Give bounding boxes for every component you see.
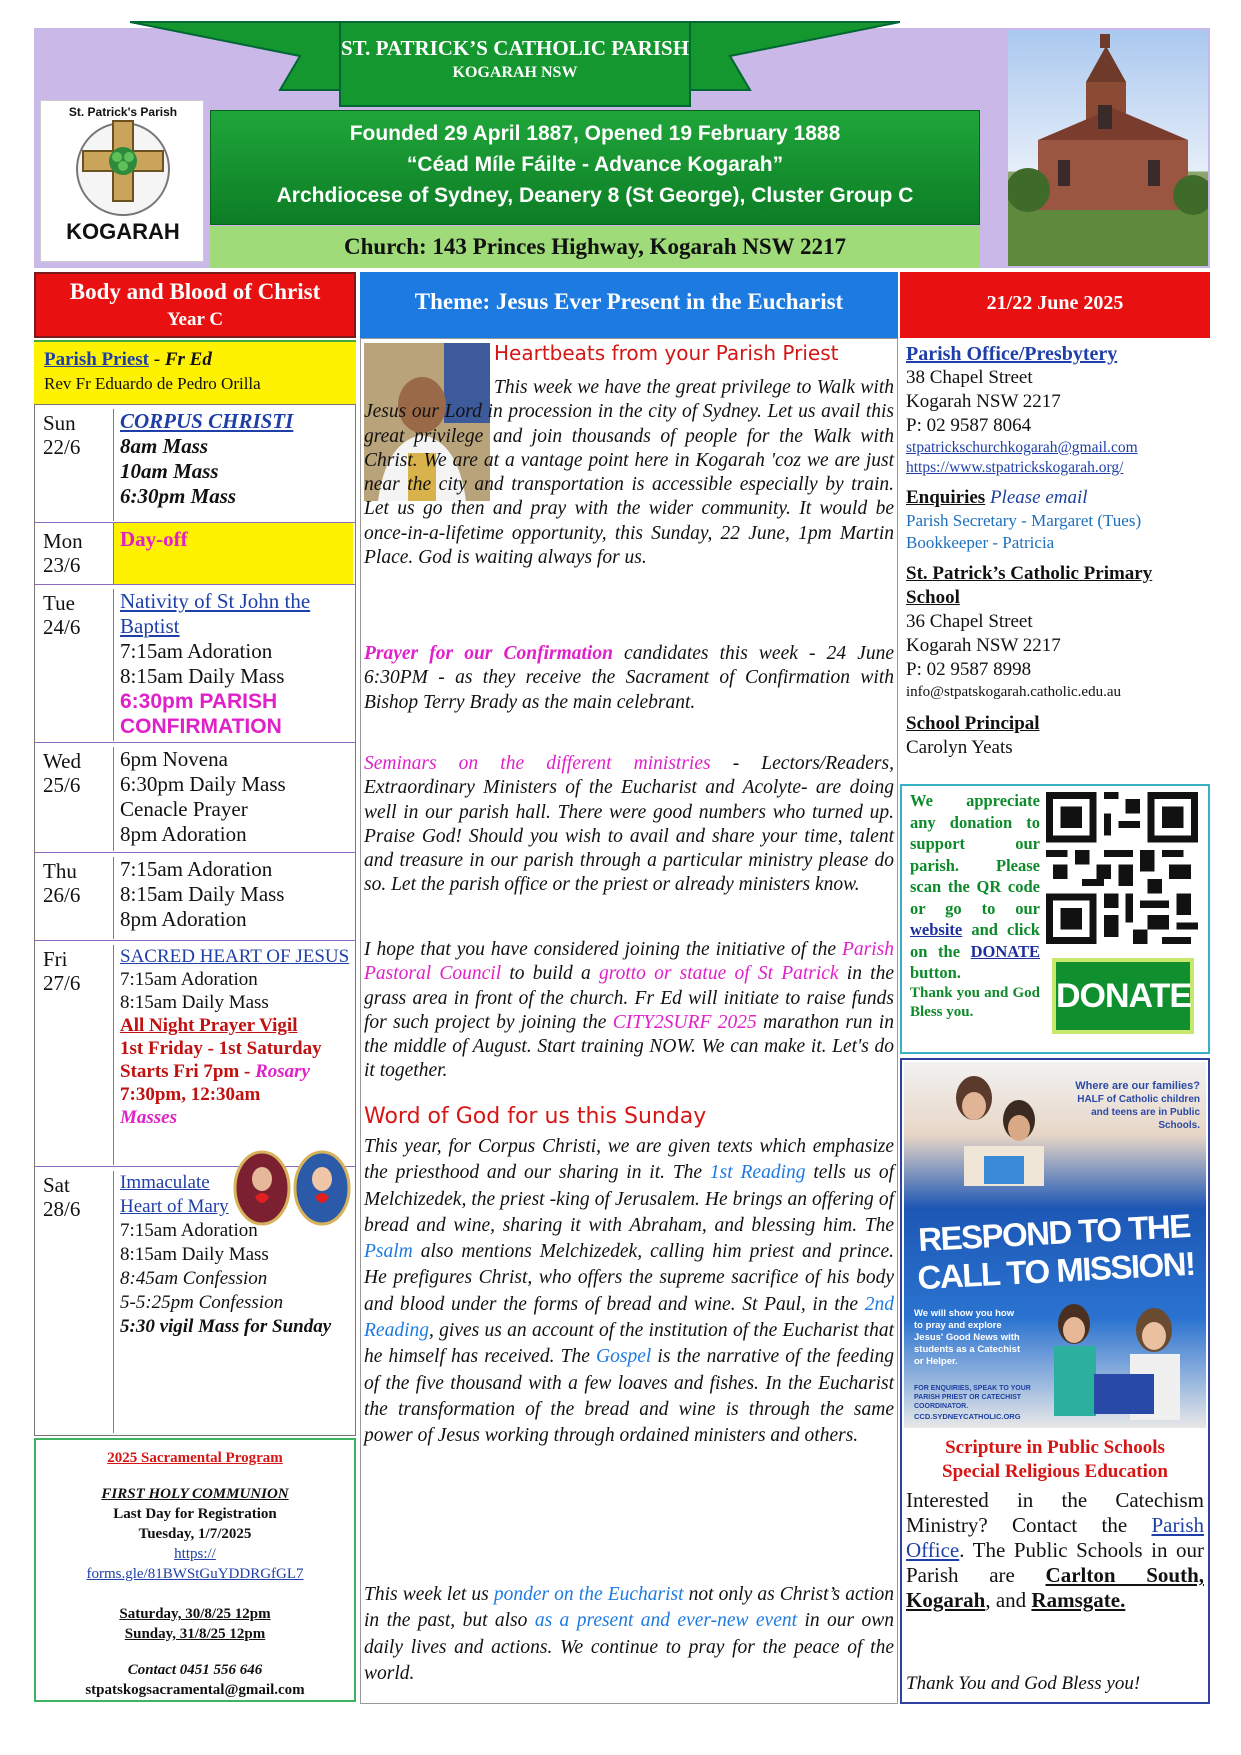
schedule-day-wed [35,743,355,853]
registration-label: Last Day for Registration [113,1506,277,1522]
schedule-line: 8:45am Confession [120,1268,268,1289]
ponder-text: not only as Christ’s action in the past, but also [364,1584,894,1632]
day-off: Day-off [120,527,188,551]
registration-link-2[interactable]: forms.gle/81BWStGuYDDRGfGL7 [86,1566,304,1582]
enquiries-title: Enquiries [906,487,986,508]
gospel-highlight: Gospel [596,1346,652,1368]
day-date: 28/6 [43,1197,81,1221]
donation-copy: We appreciate any donation to support our parish. Please scan the QR code or go to our [910,791,1040,918]
school-phone: P: 02 9587 8998 [906,659,1032,680]
qr-code-icon[interactable] [1046,792,1198,944]
donation-thanks: Thank you and God Bless you. [910,984,1040,1020]
wog-text: also mentions Melchizedek, calling him priest and prince. He prefigures Christ, who offers the supreme sacrifice of his body and blood under the forms of bread and wine. St Paul, in the [364,1241,894,1315]
office-address-2: Kogarah NSW 2217 [906,391,1061,412]
sre-parish-office-link[interactable]: Parish Office [906,1513,1204,1562]
ppc-highlight: Parish Pastoral Council [364,939,894,985]
office-website-link[interactable]: https://www.stpatrickskogarah.org/ [906,459,1124,476]
confirmation-text: candidates this week - 24 June 6:30PM - as they receive the Sacrament of Confirmation with Bishop Terry Brady as the main celebrant. [364,643,894,713]
school-ramsgate: Ramsgate. [1031,1588,1126,1612]
mass-time: 10am Mass [120,459,219,483]
registration-date: Tuesday, 1/7/2025 [138,1526,252,1542]
all-night-vigil: All Night Prayer Vigil [120,1015,298,1036]
day-date: 27/6 [43,971,81,995]
schedule-line: 8:15am Daily Mass [120,1244,269,1265]
vigil-mass-line: 5:30 vigil Mass for Sunday [120,1316,332,1337]
day-name: Mon [43,529,83,553]
wog-text: is the narrative of the feeding of the five thousand with a few loaves and fishes. In the Eucharist the transformation of the bread and wine is through the same power of Jesus working through ordained ministers and others. [364,1346,894,1447]
donation-donate-link[interactable]: DONATE [970,941,1040,961]
founded-line: Founded 29 April 1887, Opened 19 February 1888 [349,122,841,145]
poster-enquiries: FOR ENQUIRIES, SPEAK TO YOUR PARISH PRIEST OR CATECHIST COORDINATOR. [914,1385,1031,1410]
priest-full-name: Rev Fr Eduardo de Pedro Orilla [44,374,261,393]
schedule-line: 6pm Novena [120,747,228,771]
grotto-highlight: grotto or statue of St Patrick [598,963,839,985]
schedule-line: 7:15am Adoration [120,639,273,663]
school-email: info@stpatskogarah.catholic.edu.au [906,684,1121,700]
sre-paragraph [906,1488,1204,1613]
schedule-line: 7:15am Adoration [120,969,258,990]
donation-copy: and click on the [910,920,1040,961]
grotto-text: to build a [501,963,599,985]
church-address-bar: Church: 143 Princes Highway, Kogarah NSW 2217 [210,226,980,268]
rosary-label: Rosary [255,1061,310,1082]
mass-time: 8am Mass [120,434,209,458]
poster-url: CCD.SYDNEYCATHOLIC.ORG [914,1412,1021,1421]
bookkeeper: Bookkeeper - Patricia [906,533,1055,552]
grotto-text: in the grass area in front of the church. Fr Ed will initiate to raise funds for such project by joining the [364,963,894,1033]
city2surf-highlight: CITY2SURF 2025 [612,1011,757,1033]
parish-location: KOGARAH NSW [452,64,578,81]
seminars-text: - Lectors/Readers, Extraordinary Ministers of the Eucharist and Acolyte- are doing well in our parish hall. There were good numbers who turned up. Praise God! Should you wish to avail and share your time, talent and treasure in our parish through a particular ministry please do so. Let the parish office or the priest or already ministers know. [364,753,894,896]
motto-line: “Céad Míle Fáilte - Advance Kogarah” [406,153,784,176]
day-name: Tue [43,591,75,615]
day-name: Sun [43,411,76,435]
sre-heading [904,1436,1206,1484]
parish-priest-box [34,340,356,404]
donation-text [910,790,1040,1022]
school-title: St. Patrick’s Catholic Primary School [906,563,1153,608]
wog-text: tells us of Melchizedek, the priest -king of Jerusalem. He brings an offering of bread and wine, sharing it with Abraham, and blessing him. The [364,1162,894,1236]
confirmation-lead: Prayer for our Confirmation [364,643,613,664]
confirmation-paragraph [364,642,894,715]
schedule-day-tue [35,585,355,743]
first-holy-communion: FIRST HOLY COMMUNION [101,1486,289,1502]
day-name: Wed [43,749,81,773]
closing-thanks: Thank You and God Bless you! [906,1673,1141,1694]
donation-box [900,784,1210,1054]
grotto-text: marathon run in the middle of August. Start training NOW. We can make it. Let's do it together. [364,1011,894,1082]
bulletin-date: 21/22 June 2025 [900,272,1210,338]
sacred-hearts-image [233,1149,351,1227]
schedule-line: 8:15am Daily Mass [120,882,285,906]
word-of-god-paragraph [364,1134,894,1450]
second-reading-highlight: 2nd Reading [364,1293,894,1342]
school-carlton-south: Carlton South, [1045,1563,1204,1587]
office-address-1: 38 Chapel Street [906,367,1033,388]
word-of-god-title: Word of God for us this Sunday [364,1104,707,1129]
poster-question [1072,1080,1200,1132]
ponder-text: This week let us [364,1584,494,1605]
present-event-highlight: as a present and ever-new event [534,1610,798,1632]
sacramental-program-box [34,1438,356,1702]
family-reading-image [924,1068,1074,1188]
schedule-day-mon [35,523,355,585]
students-image [1034,1294,1204,1424]
feast-header [34,272,356,338]
call-to-mission-poster [904,1062,1206,1428]
schedule-day-sun [35,405,355,523]
founding-info-box [210,110,980,225]
heartbeats-text: This week we have the great privilege to Walk with Jesus our Lord in procession in the city of Sydney. Let us avail this great privilege and join thousands of people for the Walk with Christ. We are at a vantage point here in Kogarah 'coz we are just near the city and transportation is accessible especially by train. Let us go then and pray with the wider community. It would be once-in-a-lifetime opportunity, this Sunday, 22 June, 1pm Martin Place. God is waiting always for us. [364,377,894,569]
sacramental-title: 2025 Sacramental Program [107,1450,283,1466]
schedule-day-sat [35,1167,355,1435]
wog-text: , gives us an account of the institution of the Eucharist that he himself has received. The [364,1320,894,1368]
office-phone: P: 02 9587 8064 [906,415,1032,436]
seminars-paragraph [364,752,894,898]
parish-name: ST. PATRICK’S CATHOLIC PARISH [340,36,690,60]
sre-text: . The Public Schools in our Parish are [906,1538,1204,1587]
poster-headline-1: RESPOND TO THE [917,1206,1191,1259]
church-building-icon [1008,30,1208,266]
church-photo [1008,30,1208,266]
schedule-line: 6:30pm Daily Mass [120,772,286,796]
seminars-lead: Seminars on the different ministries [364,753,711,774]
immaculate-heart-link[interactable]: Immaculate Heart of Mary [120,1172,229,1217]
communion-saturday: Saturday, 30/8/25 12pm [119,1606,271,1622]
priest-separator: - [149,349,165,370]
liturgical-year: Year C [166,309,224,330]
poster-subtext: We will show you how to pray and explore Jesus' Good News with students as a Catechist or Helper. [914,1308,1021,1367]
schedule-line: 8pm Adoration [120,907,247,931]
schedule-line: 8pm Adoration [120,822,247,846]
vigil-mass-times: 7:30pm, 12:30am [120,1084,261,1105]
masses-label: Masses [120,1107,178,1128]
psalm-highlight: Psalm [364,1241,413,1263]
principal-title: School Principal [906,713,1040,734]
confirmation-line: 6:30pm PARISH CONFIRMATION [120,690,282,738]
vigil-start: Starts Fri 7pm - [120,1061,256,1082]
communion-sunday: Sunday, 31/8/25 12pm [124,1626,266,1642]
schedule-day-fri [35,941,355,1167]
parish-logo [40,100,204,262]
header-title-block [340,34,690,84]
schedule-line: 8:15am Daily Mass [120,992,269,1013]
grotto-paragraph [364,938,894,1084]
day-name: Fri [43,947,68,971]
registration-link-1[interactable]: https:// [174,1546,216,1562]
school-address-1: 36 Chapel Street [906,611,1033,632]
first-friday-line: 1st Friday - 1st Saturday [120,1038,322,1059]
weekly-schedule [34,404,356,1436]
school-kogarah: Kogarah [906,1588,986,1612]
ponder-text: in our own daily lives and actions. We continue to pray for the peace of the world. [364,1610,895,1684]
grotto-text: I hope that you have considered joining the initiative of the [364,939,842,960]
sacramental-email: stpatskogsacramental@gmail.com [85,1682,305,1698]
priest-short-name: Fr Ed [164,349,212,370]
poster-headline [904,1206,1206,1298]
ponder-highlight: ponder on the Eucharist [493,1584,684,1605]
poster-question-sub: HALF of Catholic children and teens are in Public Schools. [1077,1094,1200,1131]
day-date: 26/6 [43,883,81,907]
day-date: 25/6 [43,773,81,797]
sacramental-contact: Contact 0451 556 646 [127,1662,263,1678]
feast-title: Body and Blood of Christ [69,279,321,304]
poster-question-line: Where are our families? [1075,1080,1200,1092]
nativity-st-john-link[interactable]: Nativity of St John the Baptist [120,589,311,638]
sre-heading-2: Special Religious Education [942,1461,1168,1482]
day-name: Thu [43,859,77,883]
logo-bottom-text: KOGARAH [66,219,180,244]
schedule-line: Cenacle Prayer [120,797,248,821]
wog-text: This year, for Corpus Christi, we are given texts which emphasize the priesthood and our sharing in it. The [364,1136,894,1184]
theme-header: Theme: Jesus Ever Present in the Eucharist [360,272,898,338]
sre-text: , and [985,1588,1032,1612]
schedule-line: 8:15am Daily Mass [120,664,285,688]
day-date: 23/6 [43,553,81,577]
archdiocese-line: Archdiocese of Sydney, Deanery 8 (St George), Cluster Group C [276,184,914,207]
corpus-christi-link[interactable]: CORPUS CHRISTI [120,409,294,433]
sre-heading-1: Scripture in Public Schools [945,1437,1165,1458]
heartbeats-title: Heartbeats from your Parish Priest [494,341,839,365]
schedule-day-thu [35,853,355,941]
poster-headline-2: CALL TO MISSION! [916,1244,1196,1297]
enquiries-note: Please email [985,487,1088,508]
schedule-line: 5-5:25pm Confession [120,1292,284,1313]
sacred-heart-link[interactable]: SACRED HEART OF JESUS [120,946,350,967]
sre-text: Interested in the Catechism Ministry? Contact the [906,1488,1204,1537]
contact-info-box [900,338,1210,782]
parish-priest-link[interactable]: Parish Priest [44,349,150,370]
schedule-line: 7:15am Adoration [120,857,273,881]
schedule-line: 7:15am Adoration [120,1220,258,1241]
day-date: 22/6 [43,435,81,459]
office-email-link[interactable]: stpatrickschurchkogarah@gmail.com [906,439,1138,456]
logo-top-text: St. Patrick's Parish [68,105,178,119]
day-name: Sat [43,1173,70,1197]
parish-office-title[interactable]: Parish Office/Presbytery [906,343,1118,365]
day-date: 24/6 [43,615,81,639]
principal-name: Carolyn Yeats [906,737,1013,758]
donation-copy: button. [910,963,961,982]
heartbeats-paragraph [364,376,894,570]
donate-button[interactable]: DONATE [1052,958,1194,1034]
parish-secretary: Parish Secretary - Margaret (Tues) [906,511,1142,530]
school-address-2: Kogarah NSW 2217 [906,635,1061,656]
first-reading-highlight: 1st Reading [709,1162,806,1184]
donation-website-link[interactable]: website [910,920,963,939]
mass-time: 6:30pm Mass [120,484,237,508]
ponder-paragraph [364,1582,894,1687]
